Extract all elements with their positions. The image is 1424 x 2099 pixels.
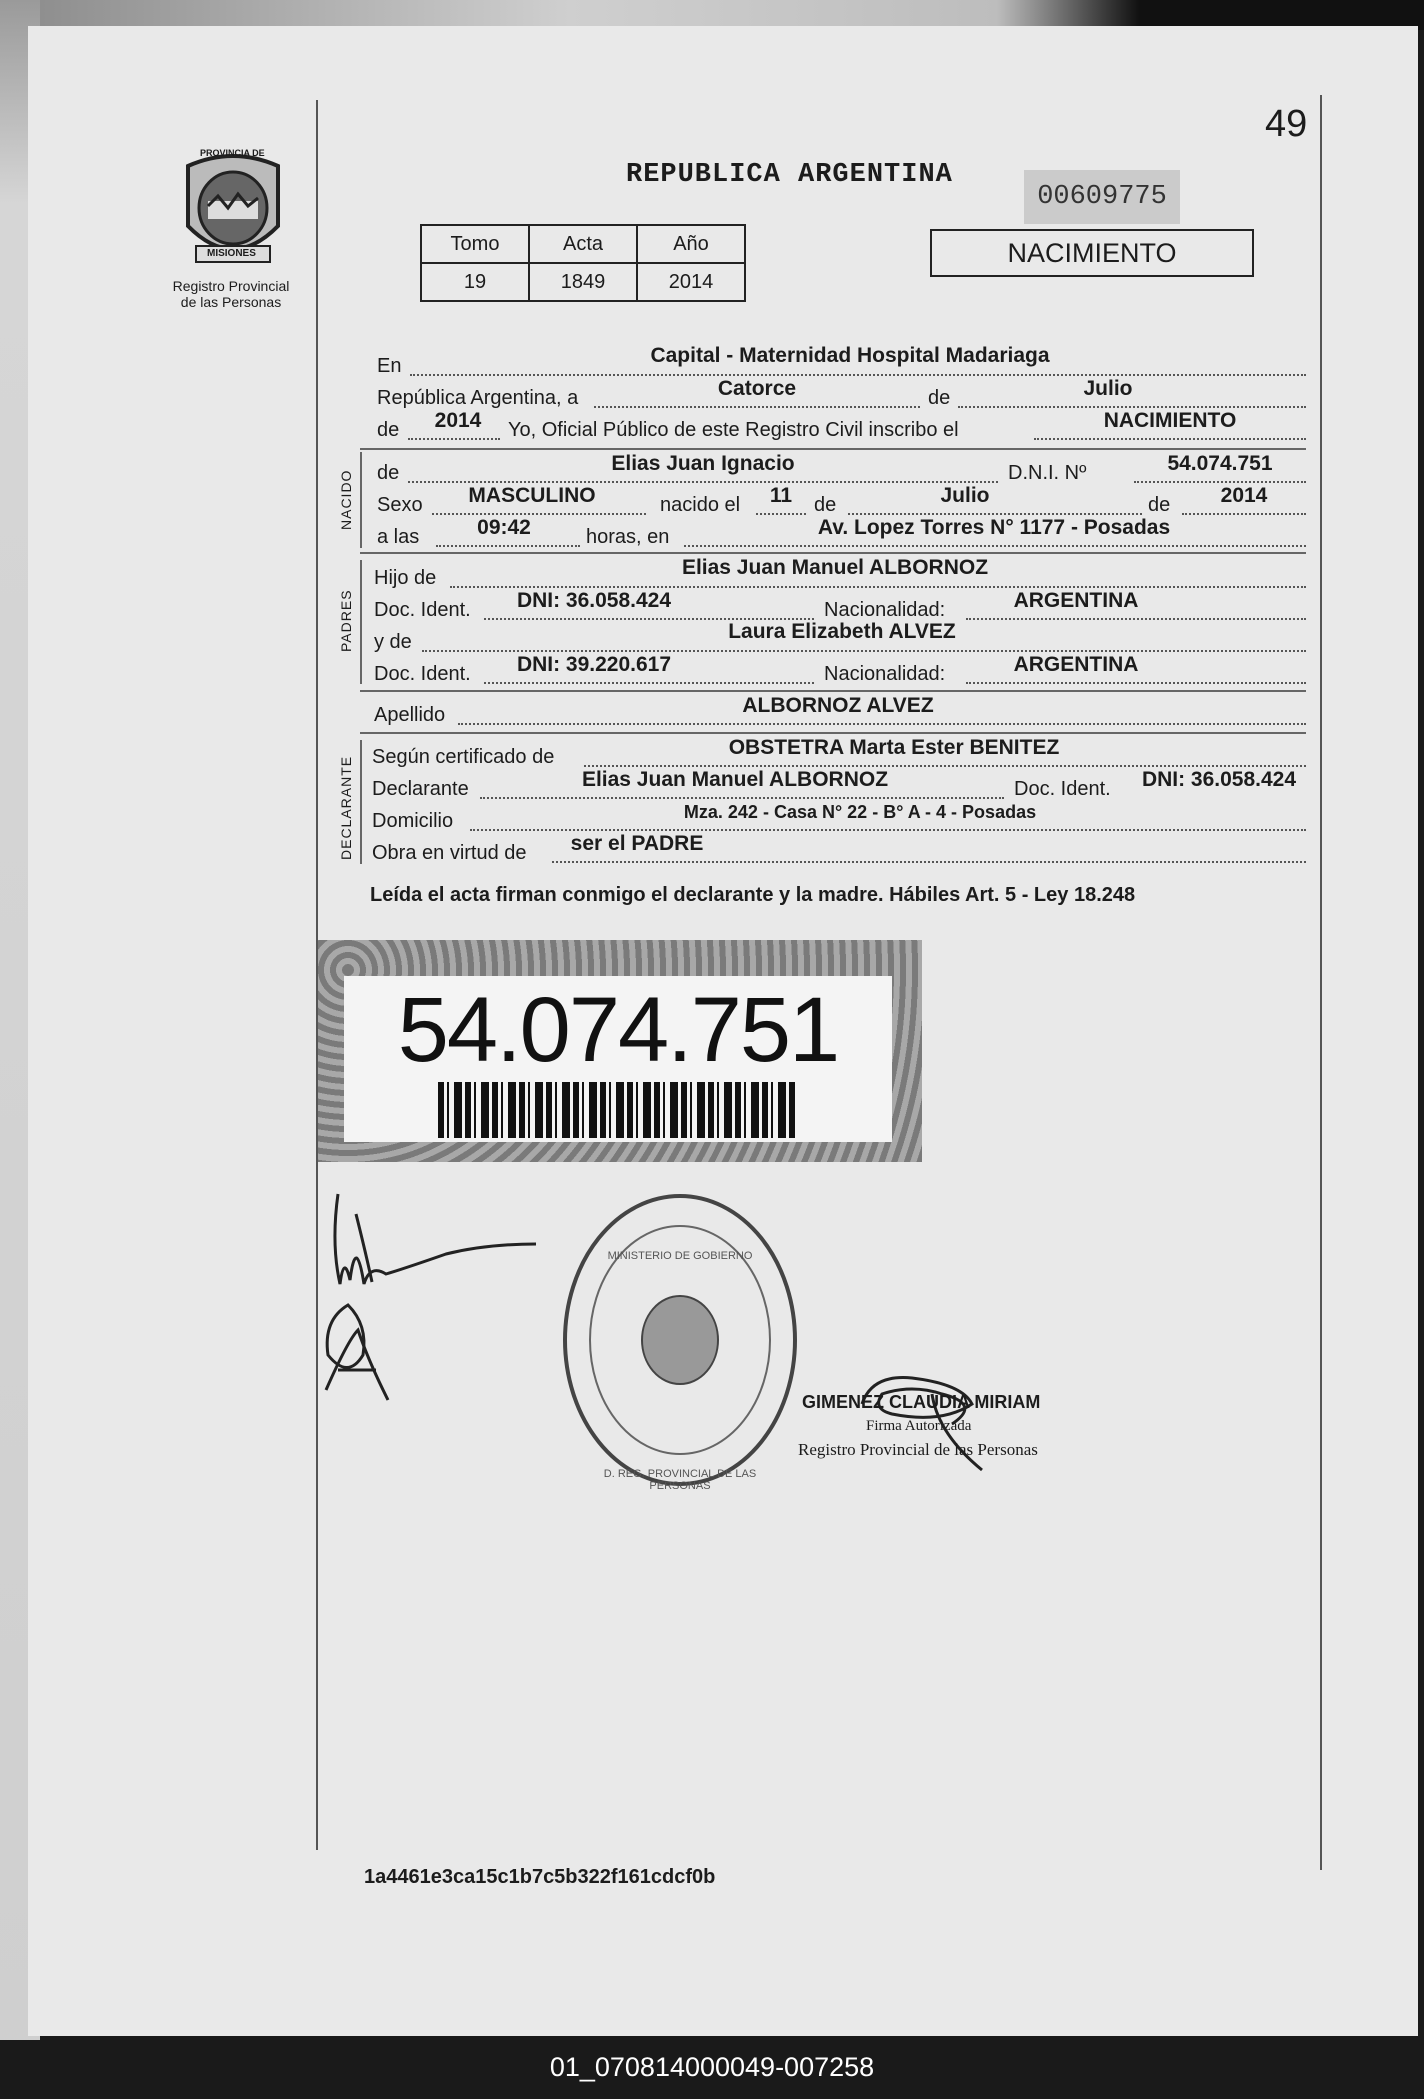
mother-nationality: ARGENTINA xyxy=(1013,653,1139,676)
birth-day: 11 xyxy=(769,484,793,507)
registry-value-row xyxy=(421,263,745,301)
logo-caption-line2: de las Personas xyxy=(180,294,282,310)
official-seal xyxy=(560,1190,800,1490)
dotted-line xyxy=(410,374,1306,376)
dotted-line xyxy=(480,797,1004,799)
dotted-line xyxy=(594,406,920,408)
dotted-line xyxy=(1182,513,1306,515)
year-value: 2014 xyxy=(434,409,482,432)
mother-doc-label: Doc. Ident. xyxy=(374,663,471,685)
mother-nationality-label: Nacionalidad: xyxy=(824,663,946,685)
emblem-text-bottom: MISIONES xyxy=(207,248,256,259)
dotted-line xyxy=(458,723,1306,725)
declarante-label: Declarante xyxy=(372,778,469,800)
de2-label: de xyxy=(1148,494,1171,516)
official-name: GIMENEZ CLAUDIA MIRIAM xyxy=(802,1392,1041,1412)
official-role: Firma Autorizada xyxy=(866,1418,972,1434)
page-number: 49 xyxy=(1265,103,1308,145)
seal-inner-text: MINISTERIO DE GOBIERNO xyxy=(607,1250,753,1262)
padres-section-label: PADRES xyxy=(338,589,354,652)
obra-label: Obra en virtud de xyxy=(372,842,527,864)
dotted-line xyxy=(1034,438,1306,440)
seal-outer-text: D. REG. PROVINCIAL DE LAS PERSONAS xyxy=(603,1468,757,1492)
birth-time: 09:42 xyxy=(477,516,531,539)
alas-label: a las xyxy=(377,526,420,548)
registry-header-row xyxy=(421,225,745,263)
father-nationality: ARGENTINA xyxy=(1013,589,1139,612)
certificate-label: Según certificado de xyxy=(372,746,555,768)
registry-header-acta: Acta xyxy=(529,225,637,263)
nacido-el-label: nacido el xyxy=(660,494,741,516)
nacido-section-label: NACIDO xyxy=(338,469,354,530)
scan-file-id: 01_070814000049-007258 xyxy=(549,2052,875,2082)
dotted-line xyxy=(470,829,1306,831)
father-nationality-label: Nacionalidad: xyxy=(824,599,946,621)
dni-label: D.N.I. Nº xyxy=(1008,462,1087,484)
father-name: Elias Juan Manuel ALBORNOZ xyxy=(681,556,989,579)
country-label: República Argentina, a xyxy=(377,387,579,409)
nacido-bracket xyxy=(360,452,362,548)
dni-sticker xyxy=(318,940,922,1162)
dotted-line xyxy=(848,513,1142,515)
registry-value-acta: 1849 xyxy=(529,263,637,301)
logo-caption-line1: Registro Provincial xyxy=(172,278,290,294)
place-value: Capital - Maternidad Hospital Madariaga xyxy=(650,344,1050,367)
statement-text: Yo, Oficial Público de este Registro Civil inscribo el xyxy=(508,419,959,441)
de1-label: de xyxy=(814,494,837,516)
declarante-name: Elias Juan Manuel ALBORNOZ xyxy=(581,768,889,791)
dotted-line xyxy=(966,682,1306,684)
dotted-line xyxy=(484,682,814,684)
padres-bracket xyxy=(360,560,362,684)
mother-signature xyxy=(318,1300,398,1410)
dotted-line xyxy=(408,438,500,440)
dotted-line xyxy=(422,650,1306,652)
month-value: Julio xyxy=(1083,377,1133,400)
serial-number-stamp: 00609775 xyxy=(1024,170,1180,224)
sexo-label: Sexo xyxy=(377,494,423,516)
declarante-section-label: DECLARANTE xyxy=(338,755,354,860)
father-doc: DNI: 36.058.424 xyxy=(516,589,672,612)
dni-sticker-number: 54.074.751 xyxy=(397,979,839,1081)
registry-table xyxy=(420,224,746,302)
father-doc-label: Doc. Ident. xyxy=(374,599,471,621)
declarante-doc: DNI: 36.058.424 xyxy=(1141,768,1297,791)
document-hash: 1a4461e3ca15c1b7c5b322f161cdcf0b xyxy=(364,1866,716,1888)
registry-header-tomo: Tomo xyxy=(421,225,529,263)
dni-sticker-label xyxy=(344,976,892,1142)
dotted-line xyxy=(408,481,998,483)
birth-place: Av. Lopez Torres N° 1177 - Posadas xyxy=(817,516,1171,539)
registry-header-anio: Año xyxy=(637,225,745,263)
dotted-line xyxy=(958,406,1306,408)
certificate-value: OBSTETRA Marta Ester BENITEZ xyxy=(728,736,1060,759)
section-divider xyxy=(360,448,1306,450)
apellido-label: Apellido xyxy=(374,704,446,726)
surname-value: ALBORNOZ ALVEZ xyxy=(742,694,934,717)
closing-statement: Leída el acta firman conmigo el declarante y la madre. Hábiles Art. 5 - Ley 18.248 xyxy=(370,884,1136,906)
barcode xyxy=(438,1082,798,1138)
dotted-line xyxy=(450,586,1306,588)
en-label: En xyxy=(377,355,402,377)
declarant-signature xyxy=(326,1184,546,1304)
y-de-label: y de xyxy=(374,631,412,653)
act-type-box: NACIMIENTO xyxy=(930,229,1254,277)
dotted-line xyxy=(432,513,646,515)
mother-name: Laura Elizabeth ALVEZ xyxy=(728,620,956,643)
registry-value-anio: 2014 xyxy=(637,263,745,301)
birth-year: 2014 xyxy=(1220,484,1268,507)
dotted-line xyxy=(756,513,806,515)
dotted-line xyxy=(684,545,1306,547)
birth-month: Julio xyxy=(940,484,990,507)
domicilio-label: Domicilio xyxy=(372,810,454,832)
emblem-text-top: PROVINCIA DE xyxy=(200,148,265,158)
year-prefix-label: de xyxy=(377,419,400,441)
de-label: de xyxy=(928,387,951,409)
section-divider xyxy=(360,552,1306,554)
sexo-value: MASCULINO xyxy=(468,484,596,507)
address-value: Mza. 242 - Casa N° 22 - B° A - 4 - Posadas xyxy=(683,802,1037,822)
dotted-line xyxy=(584,765,1306,767)
newborn-dni: 54.074.751 xyxy=(1167,452,1273,475)
registry-value-tomo: 19 xyxy=(421,263,529,301)
declarante-bracket xyxy=(360,740,362,864)
hijo-de-label: Hijo de xyxy=(374,567,437,589)
mother-doc: DNI: 39.220.617 xyxy=(516,653,672,676)
document-title: REPUBLICA ARGENTINA xyxy=(626,160,953,190)
newborn-name: Elias Juan Ignacio xyxy=(611,452,795,475)
declarante-doc-label: Doc. Ident. xyxy=(1014,778,1111,800)
dotted-line xyxy=(552,861,1306,863)
right-margin-line xyxy=(1320,95,1322,1870)
section-divider xyxy=(360,732,1306,734)
official-office: Registro Provincial de las Personas xyxy=(798,1440,1038,1459)
section-divider xyxy=(360,690,1306,692)
day-value: Catorce xyxy=(717,377,797,400)
act-value: NACIMIENTO xyxy=(1103,409,1237,432)
horas-en-label: horas, en xyxy=(586,526,670,548)
dotted-line xyxy=(436,545,580,547)
dotted-line xyxy=(1134,481,1306,483)
logo-caption xyxy=(150,278,312,310)
nacido-de-label: de xyxy=(377,462,400,484)
reason-value: ser el PADRE xyxy=(570,832,704,855)
